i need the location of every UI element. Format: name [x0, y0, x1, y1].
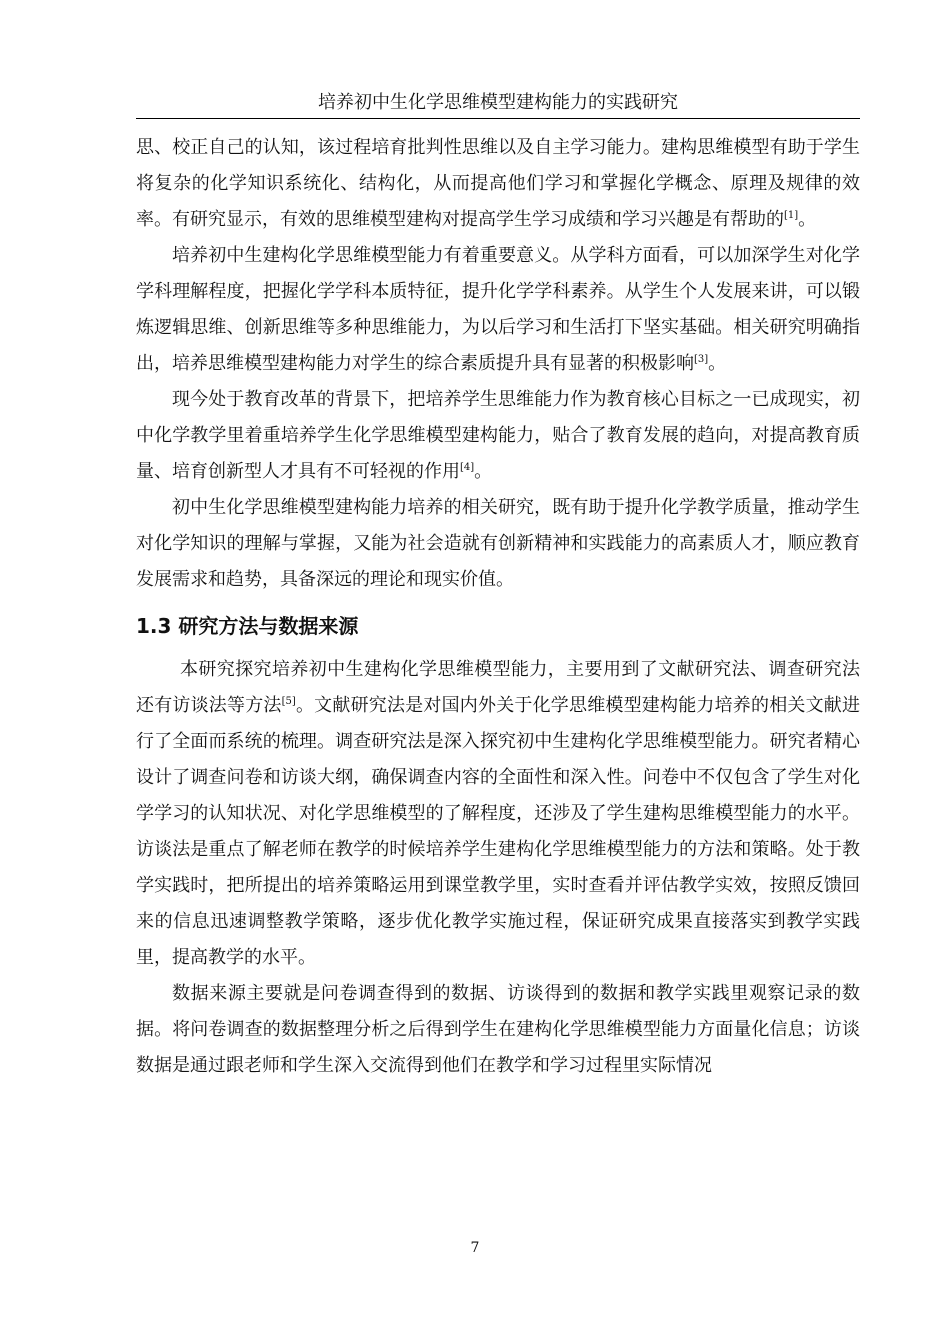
paragraph-tail: 。 — [708, 353, 727, 374]
section-heading: 1.3 研究方法与数据来源 — [136, 614, 359, 638]
paragraph-text: 现今处于教育改革的背景下，把培养学生思维能力作为教育核心目标之一已成现实，初中化学教学里着重培养学生化学思维模型建构能力，贴合了教育发展的趋向，对提高教育质量、培育创新型人才具有不可轻视的作用 — [136, 389, 860, 482]
paragraph-reform — [136, 382, 860, 490]
paragraph-value — [136, 490, 860, 598]
citation-ref: [4] — [460, 462, 475, 473]
paragraph-text: 初中生化学思维模型建构能力培养的相关研究，既有助于提升化学教学质量，推动学生对化学知识的理解与掌握，又能为社会造就有创新精神和实践能力的高素质人才，顺应教育发展需求和趋势，具备深远的理论和现实价值。 — [136, 497, 860, 590]
citation-ref: [3] — [694, 354, 709, 365]
paragraph-tail: 。 — [798, 209, 817, 230]
paragraph-methods — [136, 652, 860, 976]
paragraph-data-sources — [136, 976, 860, 1084]
page-number: 7 — [470, 1240, 480, 1256]
paragraph-text: 本研究探究培养初中生建构化学思维模型能力，主要用到了文献研究法、调查研究法还有访谈法等方法 — [136, 659, 860, 716]
paragraph-continued — [136, 130, 860, 238]
paragraph-text: 数据来源主要就是问卷调查得到的数据、访谈得到的数据和教学实践里观察记录的数据。将问卷调查的数据整理分析之后得到学生在建构化学思维模型能力方面量化信息；访谈数据是通过跟老师和学生深入交流得到他们在教学和学习过程里实际情况 — [136, 983, 860, 1076]
paragraph-tail: 。文献研究法是对国内外关于化学思维模型建构能力培养的相关文献进行了全面而系统的梳理。调查研究法是深入探究初中生建构化学思维模型能力。研究者精心设计了调查问卷和访谈大纲，确保调查内容的全面性和深入性。问卷中不仅包含了学生对化学学习的认知状况、对化学思维模型的了解程度，还涉及了学生建构思维模型能力的水平。访谈法是重点了解老师在教学的时候培养学生建构化学思维模型能力的方法和策略。处于教学实践时，把所提出的培养策略运用到课堂教学里，实时查看并评估教学实效，按照反馈回来的信息迅速调整教学策略，逐步优化教学实施过程，保证研究成果直接落实到教学实践里，提高教学的水平。 — [136, 695, 861, 968]
paragraph-tail: 。 — [474, 461, 493, 482]
page-body — [136, 130, 860, 1084]
citation-ref: [5] — [281, 696, 296, 707]
paragraph-significance — [136, 238, 860, 382]
paragraph-text: 培养初中生建构化学思维模型能力有着重要意义。从学科方面看，可以加深学生对化学学科理解程度，把握化学学科本质特征，提升化学学科素养。从学生个人发展来讲，可以锻炼逻辑思维、创新思维等多种思维能力，为以后学习和生活打下坚实基础。相关研究明确指出，培养思维模型建构能力对学生的综合素质提升具有显著的积极影响 — [136, 245, 860, 374]
citation-ref: [1] — [784, 210, 799, 221]
running-header: 培养初中生化学思维模型建构能力的实践研究 — [136, 90, 860, 119]
paragraph-text: 思、校正自己的认知，该过程培育批判性思维以及自主学习能力。建构思维模型有助于学生将复杂的化学知识系统化、结构化，从而提高他们学习和掌握化学概念、原理及规律的效率。有研究显示，有效的思维模型建构对提高学生学习成绩和学习兴趣是有帮助的 — [136, 137, 860, 230]
